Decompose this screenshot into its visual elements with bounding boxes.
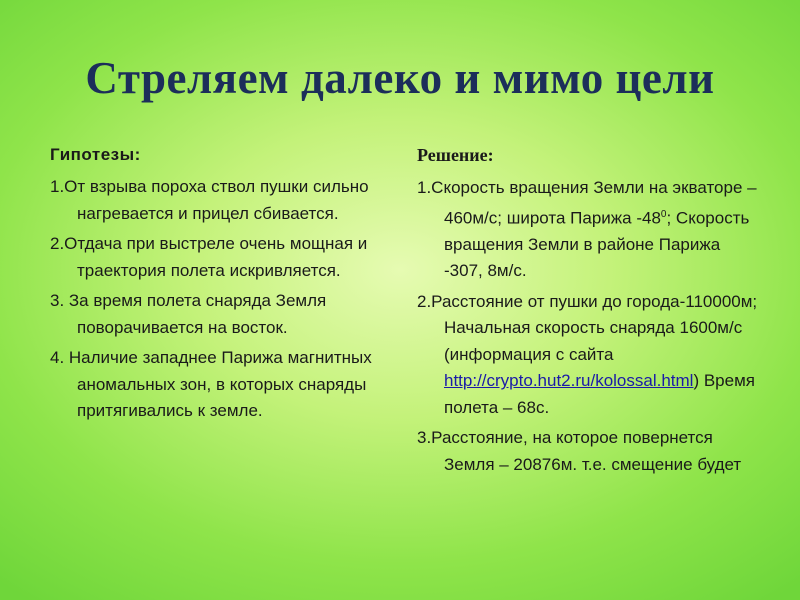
solution-column	[417, 145, 762, 482]
hypothesis-item-3: 3. За время полета снаряда Земля поворачивается на восток.	[50, 291, 327, 337]
hypothesis-item-1: 1.От взрыва пороха ствол пушки сильно нагревается и прицел сбивается.	[50, 177, 369, 223]
solution-item-2	[417, 289, 762, 422]
hypotheses-heading: Гипотезы:	[50, 145, 141, 164]
hypotheses-column	[50, 145, 395, 429]
solution-item-1-text-end: ; Скорость вращения Земли в районе Парижа -307, 8м/с.	[444, 208, 750, 281]
solution-item-1	[417, 175, 762, 285]
source-link[interactable]: http://crypto.hut2.ru/kolossal.html	[444, 371, 694, 391]
solution-item-3: 3.Расстояние, на которое повернется Земля – 20876м. т.е. смещение будет	[417, 428, 742, 474]
solution-heading: Решение:	[417, 145, 494, 165]
solution-item-2-text: 2.Расстояние от пушки до города-110000м; Начальная скорость снаряда 1600м/с (информация с сайта	[417, 291, 758, 364]
hypothesis-item-4: 4. Наличие западнее Парижа магнитных аномальных зон, в которых снаряды притягивались к земле.	[50, 348, 372, 420]
hypothesis-item-2: 2.Отдача при выстреле очень мощная и траектория полета искривляется.	[50, 234, 368, 280]
slide-title: Стреляем далеко и мимо цели	[85, 53, 715, 103]
solution-item-1-text: 1.Скорость вращения Земли на экваторе – 460м/с; широта Парижа -48	[417, 178, 757, 228]
degree-superscript: 0	[660, 208, 667, 220]
solution-item-2-text-end: ) Время полета – 68с.	[444, 371, 755, 417]
